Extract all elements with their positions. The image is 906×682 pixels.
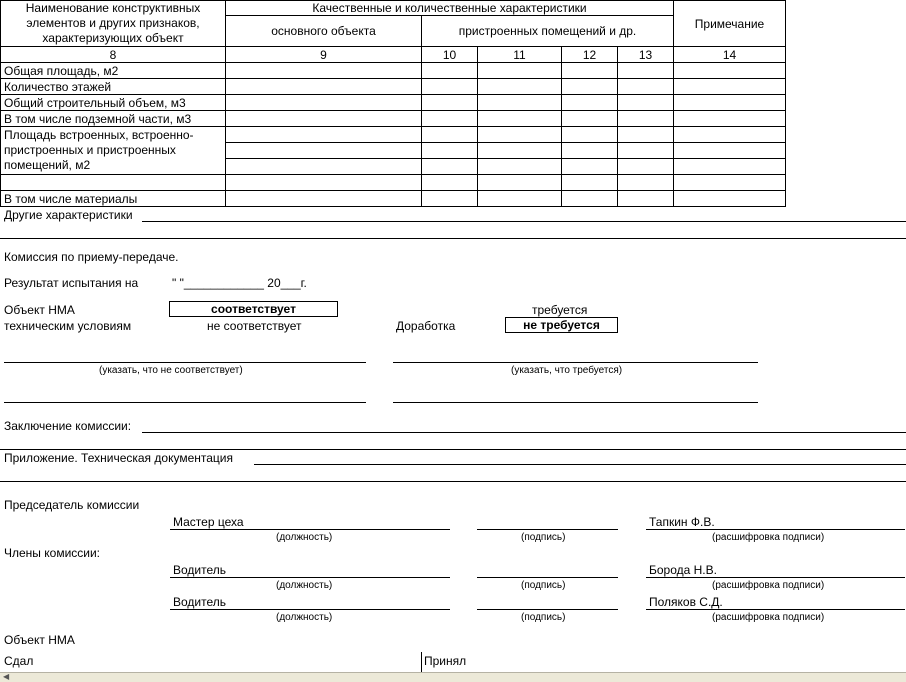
row-label: В том числе материалы	[1, 191, 226, 207]
conclusion-line-2[interactable]	[0, 449, 906, 450]
tech-conditions-label: техническим условиям	[4, 319, 132, 333]
chairman-signature-line[interactable]	[477, 529, 618, 530]
conclusion-label: Заключение комиссии:	[4, 419, 132, 433]
header-note: Примечание	[674, 1, 786, 47]
member-2-position-line	[170, 609, 450, 610]
chairman-name-line	[646, 529, 905, 530]
header-characteristics: Качественные и количественные характеристики	[226, 1, 674, 16]
not-complies-line[interactable]	[4, 362, 366, 363]
members-label: Члены комиссии:	[4, 546, 101, 560]
col-number: 14	[674, 47, 786, 63]
required-line-2[interactable]	[393, 402, 758, 403]
commission-title: Комиссия по приему-передаче.	[4, 250, 179, 264]
signature-hint: (подпись)	[521, 612, 566, 623]
member-1-position[interactable]: Водитель	[173, 563, 227, 577]
chairman-position-line	[170, 529, 450, 530]
header-annex-premises: пристроенных помещений и др.	[422, 16, 674, 47]
col-number: 11	[478, 47, 562, 63]
col-number: 13	[618, 47, 674, 63]
test-date[interactable]: " "____________ 20___г.	[172, 276, 307, 290]
member-1-signature-line[interactable]	[477, 577, 618, 578]
chairman-label: Председатель комиссии	[4, 498, 140, 512]
member-1-position-line	[170, 577, 450, 578]
footer-object-label: Объект НМА	[4, 633, 75, 647]
row-label: В том числе подземной части, м3	[1, 111, 226, 127]
accepted-label: Принял	[424, 654, 467, 668]
footer-divider	[421, 652, 422, 672]
appendix-line[interactable]	[254, 464, 906, 465]
row-label: Количество этажей	[1, 79, 226, 95]
not-required-option-selected[interactable]: не требуется	[505, 317, 618, 333]
row-label: Общий строительный объем, м3	[1, 95, 226, 111]
position-hint: (должность)	[276, 612, 333, 623]
not-complies-option[interactable]: не соответствует	[207, 319, 302, 333]
header-main-object: основного объекта	[226, 16, 422, 47]
appendix-line-2[interactable]	[0, 481, 906, 482]
required-option[interactable]: требуется	[532, 303, 588, 317]
row-label: Площадь встроенных, встроенно-пристроенных и пристроенных помещений, м2	[1, 127, 226, 175]
appendix-label: Приложение. Техническая документация	[4, 451, 233, 465]
position-hint: (должность)	[276, 532, 333, 543]
object-nma-label: Объект НМА	[4, 303, 75, 317]
member-2-name[interactable]: Поляков С.Д.	[649, 595, 723, 609]
member-1-name[interactable]: Борода Н.В.	[649, 563, 717, 577]
hint-not-complies: (указать, что не соответствует)	[99, 365, 243, 376]
conclusion-line[interactable]	[142, 432, 906, 433]
row-label	[1, 175, 226, 191]
complies-option-selected[interactable]: соответствует	[169, 301, 338, 317]
rework-label: Доработка	[396, 319, 456, 333]
header-name-column: Наименование конструктивных элементов и других признаков, характеризующих объект	[1, 1, 226, 47]
hint-required: (указать, что требуется)	[511, 365, 623, 376]
test-result-label: Результат испытания на	[4, 276, 139, 290]
col-number: 10	[422, 47, 478, 63]
other-characteristics-label: Другие характеристики	[4, 208, 133, 222]
signature-hint: (подпись)	[521, 580, 566, 591]
handed-label: Сдал	[4, 654, 34, 668]
chairman-position[interactable]: Мастер цеха	[173, 515, 244, 529]
required-line[interactable]	[393, 362, 758, 363]
member-1-name-line	[646, 577, 905, 578]
chairman-name[interactable]: Тапкин Ф.В.	[649, 515, 715, 529]
scroll-left-arrow-icon[interactable]: ◀	[3, 672, 10, 681]
position-hint: (должность)	[276, 580, 333, 591]
member-2-position[interactable]: Водитель	[173, 595, 227, 609]
col-number: 12	[562, 47, 618, 63]
col-number: 8	[1, 47, 226, 63]
other-characteristics-line-2[interactable]	[0, 238, 906, 239]
not-complies-line-2[interactable]	[4, 402, 366, 403]
other-characteristics-line[interactable]	[142, 221, 906, 222]
decode-hint: (расшифровка подписи)	[712, 580, 825, 591]
characteristics-table	[0, 0, 786, 207]
decode-hint: (расшифровка подписи)	[712, 532, 825, 543]
decode-hint: (расшифровка подписи)	[712, 612, 825, 623]
member-2-signature-line[interactable]	[477, 609, 618, 610]
col-number: 9	[226, 47, 422, 63]
row-label: Общая площадь, м2	[1, 63, 226, 79]
signature-hint: (подпись)	[521, 532, 566, 543]
member-2-name-line	[646, 609, 905, 610]
